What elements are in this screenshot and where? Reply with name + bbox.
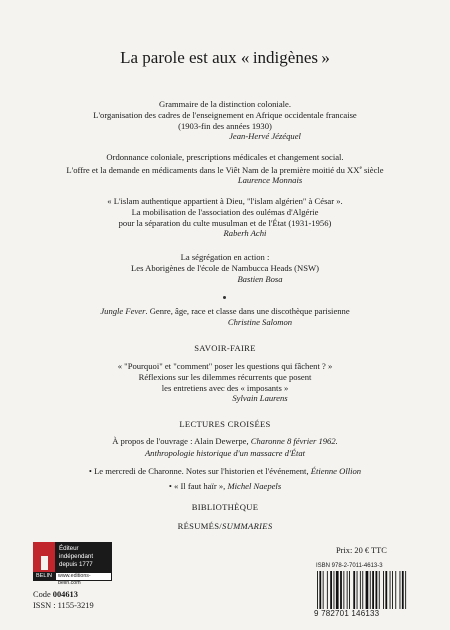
article-author: Sylvain Laurens xyxy=(232,393,288,404)
article-line: « L'islam authentique appartient à Dieu, "l'islam algérien" à César ». xyxy=(107,196,343,206)
article-line: L'organisation des cadres de l'enseignement en Afrique occidentale francaise xyxy=(93,109,357,120)
section-lectures-croisees: LECTURES CROISÉES xyxy=(179,419,271,429)
article-author: Bastien Bosa xyxy=(237,273,283,284)
article-3 xyxy=(100,196,350,239)
savoir-faire-article xyxy=(100,361,350,404)
section-savoir-faire: SAVOIR-FAIRE xyxy=(194,343,256,353)
lectures-item-1: • Le mercredi de Charonne. Notes sur l'historien et l'événement, Étienne Ollion xyxy=(88,466,362,476)
lectures-item-2: • « Il faut haïr », Michel Naepels xyxy=(168,481,282,491)
article-5 xyxy=(100,306,350,328)
article-line: « "Pourquoi" et "comment" poser les questions qui fâchent ? » xyxy=(117,361,333,371)
article-line: Grammaire de la distinction coloniale. xyxy=(159,99,291,109)
barcode-icon xyxy=(316,571,422,611)
lectures-line: À propos de l'ouvrage : Alain Dewerpe, Charonne 8 février 1962. xyxy=(112,436,338,446)
article-author: Jean-Hervé Jézéquel xyxy=(229,131,301,142)
lectures-intro xyxy=(80,436,370,459)
article-line: La ségrégation en action : xyxy=(180,252,270,262)
page-title: La parole est aux « indigènes » xyxy=(120,48,330,67)
section-resumes: RÉSUMÉS/SUMMARIES xyxy=(177,521,273,531)
barcode-digits: 9 782701 146133 xyxy=(314,609,380,618)
price: Prix: 20 € TTC xyxy=(336,546,387,555)
italic-title: Jungle Fever xyxy=(100,306,146,316)
separator-dot xyxy=(223,296,226,299)
isbn: ISBN 978-2-7011-4613-3 xyxy=(316,563,383,569)
article-line: Les Aborigènes de l'école de Nambucca Heads (NSW) xyxy=(131,262,319,273)
article-line: les entretiens avec des « imposants » xyxy=(161,382,289,393)
article-line: L'offre et la demande en médicaments dans le Viêt Nam de la première moitié du XXe siècle xyxy=(66,164,384,175)
article-line xyxy=(100,306,350,317)
lectures-line: Anthropologie historique d'un massacre d'État xyxy=(144,447,306,458)
article-author: Christine Salomon xyxy=(227,316,293,327)
article-1 xyxy=(93,99,357,142)
section-bibliotheque: BIBLIOTHÈQUE xyxy=(191,502,259,512)
publisher-website: www.editions-belin.com xyxy=(55,572,112,581)
article-author: Raberh Achi xyxy=(223,228,267,239)
article-line: Ordonnance coloniale, prescriptions médicales et changement social. xyxy=(106,152,344,162)
article-line: La mobilisation de l'association des oulémas d'Algérie xyxy=(131,206,319,217)
article-line: (1903-fin des années 1930) xyxy=(178,120,272,131)
article-author: Laurence Monnais xyxy=(237,175,303,186)
article-line: pour la séparation du culte musulman et de l'État (1931-1956) xyxy=(118,217,332,228)
article-2 xyxy=(60,152,390,186)
publisher-tagline: Éditeur indépendant depuis 1777 xyxy=(55,542,112,572)
belin-logo-door xyxy=(41,556,48,570)
publisher-name: BELIN xyxy=(33,572,55,581)
issue-code: Code 004613 ISSN : 1155-3219 xyxy=(33,590,94,610)
article-line: Réflexions sur les dilemmes récurrents que posent xyxy=(138,371,312,382)
article-line-rest: . Genre, âge, race et classe dans une discothèque parisienne xyxy=(145,306,350,316)
article-4 xyxy=(100,252,350,284)
